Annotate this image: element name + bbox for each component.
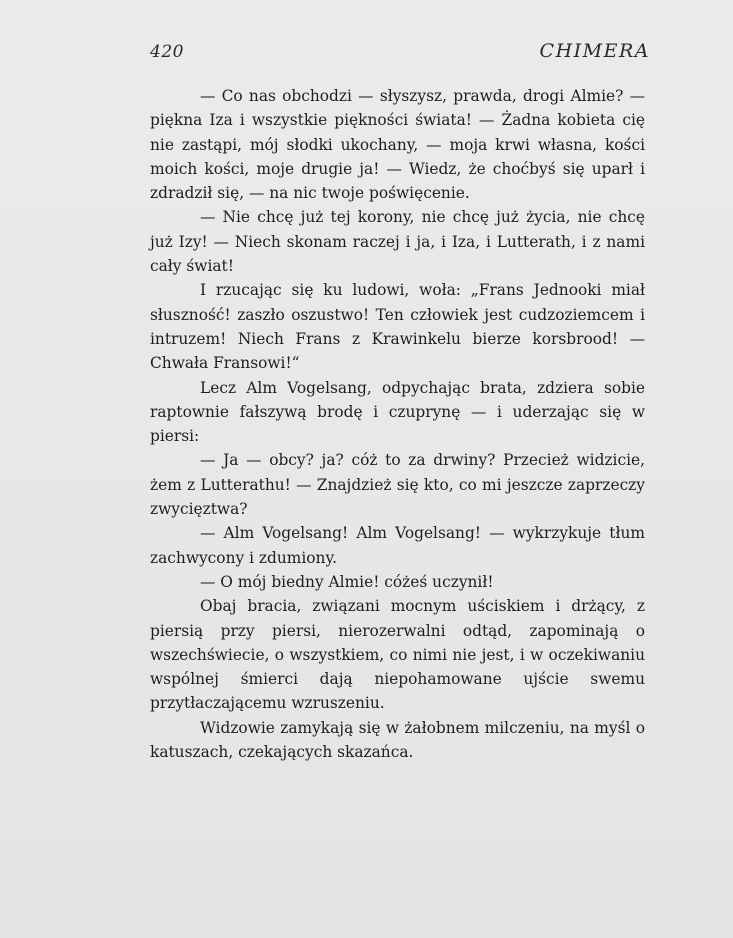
paragraph: — Alm Vogelsang! Alm Vogelsang! — wykrzykuje tłum zachwycony i zdumiony. bbox=[150, 524, 645, 567]
paragraph: Lecz Alm Vogelsang, odpychając brata, zdziera sobie raptownie fałszywą brodę i czuprynę — i uderzając się w piersi: bbox=[150, 378, 645, 446]
page-number: 420 bbox=[150, 42, 184, 62]
paragraph: — Nie chcę już tej korony, nie chcę już życia, nie chcę już Izy! — Niech skonam raczej i ja, i Iza, i Lutterath, i z nami cały świat! bbox=[150, 208, 645, 276]
running-head bbox=[150, 40, 650, 70]
paragraph: — Ja — obcy? ja? cóż to za drwiny? Przecież widzicie, żem z Lutterathu! — Znajdzież się kto, co mi jeszcze zaprzeczy zwycięztwa? bbox=[150, 451, 645, 519]
running-title: CHIMERA bbox=[539, 40, 650, 62]
paragraph: Obaj bracia, związani mocnym uściskiem i drżący, z piersią przy piersi, nierozerwalni odtąd, zapominają o wszechświecie, o wszystkiem, co nimi nie jest, i w oczekiwaniu wspólnej śmierci dają niepohamowane ujście swemu przytłaczającemu wzruszeniu. bbox=[150, 597, 645, 713]
paragraph: — O mój biedny Almie! cóżeś uczynił! bbox=[200, 572, 494, 591]
body-text bbox=[150, 84, 645, 764]
paragraph: — Co nas obchodzi — słyszysz, prawda, drogi Almie? — piękna Iza i wszystkie piękności świata! — Żadna kobieta cię nie zastąpi, mój słodki ukochany, — moja krwi własna, kości moich kości, moje drugie ja! — Wiedz, że choćbyś się uparł i zdradził się, — na nic twoje poświęcenie. bbox=[150, 87, 645, 203]
paragraph: I rzucając się ku ludowi, woła: „Frans Jednooki miał słuszność! zaszło oszustwo! Ten człowiek jest cudzoziemcem i intruzem! Niech Frans z Krawinkelu bierze korsbrood! — Chwała Fransowi!“ bbox=[150, 281, 645, 373]
paragraph: Widzowie zamykają się w żałobnem milczeniu, na myśl o katuszach, czekających skazańca. bbox=[150, 718, 645, 762]
